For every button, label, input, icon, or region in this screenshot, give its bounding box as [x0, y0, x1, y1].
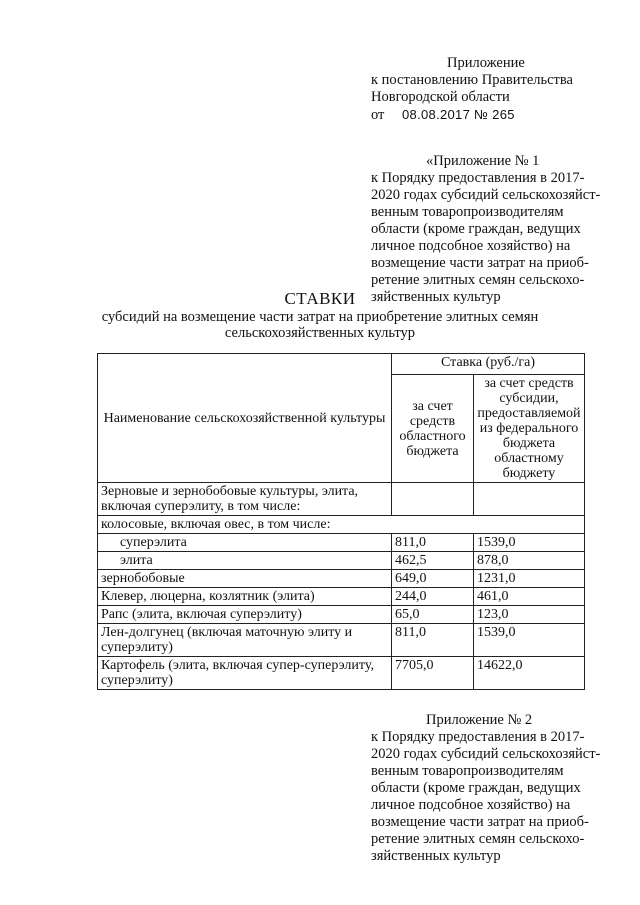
appendix-1-line: 2020 годах субсидий сельскохозяйст- [371, 187, 601, 203]
appendix-2-line: личное подсобное хозяйство) на [371, 797, 571, 813]
appendix-2-line: венным товаропроизводителям [371, 763, 564, 779]
header-rate: Ставка (руб./га) [392, 354, 585, 375]
crop-name-cell: Клевер, люцерна, козлятник (элита) [98, 588, 392, 606]
appendix-2-line: 2020 годах субсидий сельскохозяйст- [371, 746, 601, 762]
appendix-header-line: к постановлению Правительства [371, 72, 573, 88]
regional-rate-cell: 811,0 [392, 624, 474, 657]
date-value: 08.08.2017 № 265 [402, 107, 515, 122]
federal-rate-cell: 878,0 [474, 552, 585, 570]
federal-rate-cell [474, 483, 585, 516]
table-row [98, 624, 585, 657]
appendix-2-line: области (кроме граждан, ведущих [371, 780, 581, 796]
table-row [98, 516, 585, 534]
regional-rate-cell: 649,0 [392, 570, 474, 588]
document-subtitle [0, 309, 640, 341]
crop-name-cell: колосовые, включая овес, в том числе: [98, 516, 585, 534]
table-row [98, 657, 585, 690]
header-regional-budget: за счет средств областного бюджета [392, 375, 474, 483]
federal-rate-cell: 1231,0 [474, 570, 585, 588]
header-federal-budget: за счет средств субсидии, предоставляемой из федерального бюджета областному бюджету [474, 375, 585, 483]
table-row [98, 570, 585, 588]
document-subtitle-line: субсидий на возмещение части затрат на приобретение элитных семян [101, 309, 539, 325]
appendix-1-title: «Приложение № 1 [426, 153, 540, 169]
crop-name-cell: Рапс (элита, включая суперэлиту) [98, 606, 392, 624]
regional-rate-cell: 7705,0 [392, 657, 474, 690]
appendix-header-line: Новгородской области [371, 89, 510, 105]
regional-rate-cell [392, 483, 474, 516]
appendix-2-line: зяйственных культур [371, 848, 501, 864]
federal-rate-cell: 14622,0 [474, 657, 585, 690]
crop-name-cell: элита [98, 552, 392, 570]
regional-rate-cell: 462,5 [392, 552, 474, 570]
federal-rate-cell: 123,0 [474, 606, 585, 624]
table-row [98, 534, 585, 552]
federal-rate-cell: 1539,0 [474, 624, 585, 657]
appendix-1-line: области (кроме граждан, ведущих [371, 221, 581, 237]
date-prefix: от [371, 107, 385, 123]
table-header-row [98, 354, 585, 375]
table-row [98, 552, 585, 570]
crop-name-cell: суперэлита [98, 534, 392, 552]
table-row [98, 588, 585, 606]
regional-rate-cell: 811,0 [392, 534, 474, 552]
appendix-2-block [371, 712, 600, 865]
federal-rate-cell: 1539,0 [474, 534, 585, 552]
appendix-header-title: Приложение [447, 55, 525, 71]
regional-rate-cell: 65,0 [392, 606, 474, 624]
crop-name-cell: Картофель (элита, включая супер-суперэлиту, суперэлиту) [98, 657, 392, 690]
appendix-2-line: возмещение части затрат на приоб- [371, 814, 589, 830]
federal-rate-cell: 461,0 [474, 588, 585, 606]
crop-name-cell: зернобобовые [98, 570, 392, 588]
appendix-1-line: к Порядку предоставления в 2017- [371, 170, 585, 186]
document-title: СТАВКИ [284, 289, 356, 308]
document-subtitle-line: сельскохозяйственных культур [224, 325, 416, 341]
appendix-header [371, 55, 573, 124]
appendix-1-line: личное подсобное хозяйство) на [371, 238, 571, 254]
rates-table [97, 353, 585, 690]
appendix-1-line: венным товаропроизводителям [371, 204, 564, 220]
crop-name-cell: Лен-долгунец (включая маточную элиту и суперэлиту) [98, 624, 392, 657]
table-row [98, 606, 585, 624]
crop-name-cell: Зерновые и зернобобовые культуры, элита, включая суперэлиту, в том числе: [98, 483, 392, 516]
appendix-1-line: возмещение части затрат на приоб- [371, 255, 589, 271]
appendix-header-date [371, 106, 573, 124]
regional-rate-cell: 244,0 [392, 588, 474, 606]
appendix-2-line: ретение элитных семян сельскохо- [371, 831, 585, 847]
appendix-2-line: к Порядку предоставления в 2017- [371, 729, 585, 745]
appendix-1-block [371, 153, 600, 306]
appendix-2-title: Приложение № 2 [426, 712, 533, 728]
table-row [98, 483, 585, 516]
appendix-1-line: ретение элитных семян сельскохо- [371, 272, 585, 288]
header-crop-name: Наименование сельскохозяйственной культуры [98, 354, 392, 483]
appendix-1-line: зяйственных культур [371, 289, 501, 305]
